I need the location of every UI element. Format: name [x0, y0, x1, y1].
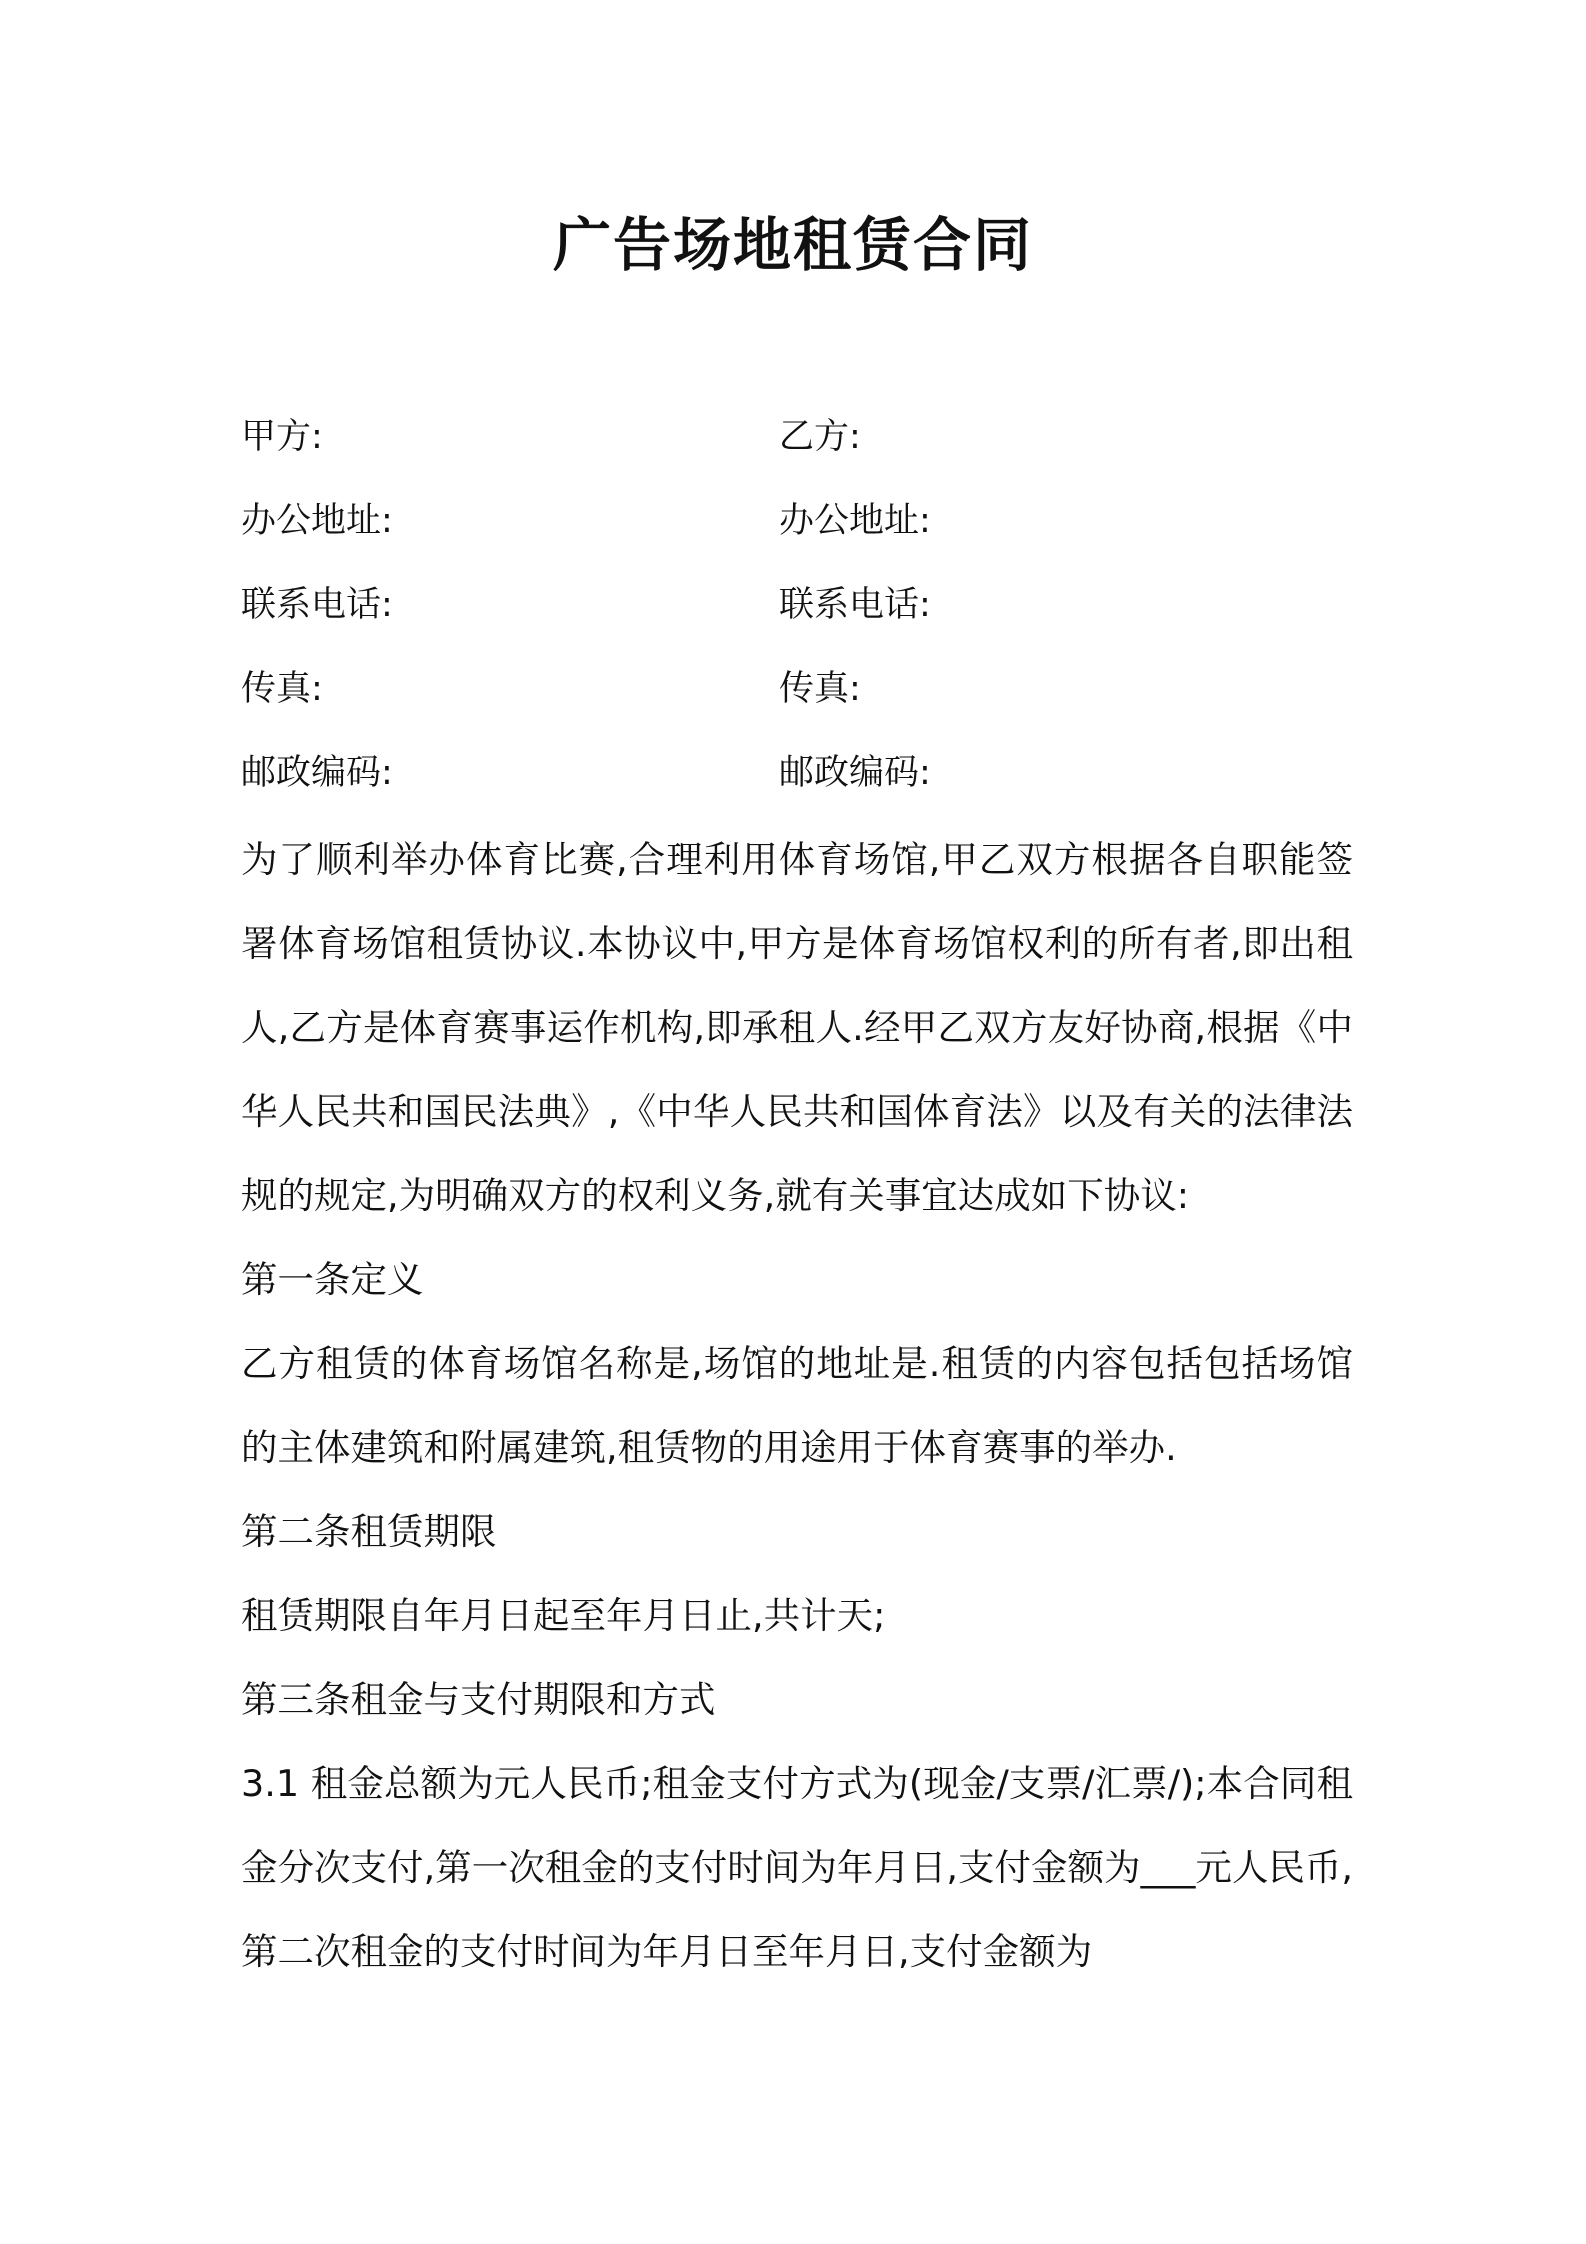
contract-body — [241, 818, 1353, 1994]
party-a-address-label: 办公地址: — [241, 501, 393, 541]
party-b-address-label: 办公地址: — [779, 501, 931, 541]
party-info-grid — [241, 400, 1351, 820]
party-b-phone-label: 联系电话: — [779, 585, 931, 625]
article-3-heading: 第三条租金与支付期限和方式 — [241, 1678, 716, 1721]
party-row-phone — [241, 568, 1351, 652]
document-title: 广告场地租赁合同 — [552, 211, 1033, 279]
party-row-postcode — [241, 736, 1351, 820]
party-row-name — [241, 400, 1351, 484]
article-1-heading: 第一条定义 — [241, 1258, 424, 1301]
article-2-paragraph: 租赁期限自年月日起至年月日止,共计天; — [241, 1594, 886, 1637]
party-a-name-label: 甲方: — [241, 417, 323, 457]
party-b-postcode-label: 邮政编码: — [779, 753, 931, 793]
party-row-fax — [241, 652, 1351, 736]
party-a-phone-label: 联系电话: — [241, 585, 393, 625]
article-2-heading: 第二条租赁期限 — [241, 1510, 497, 1553]
article-3-paragraph: 3.1 租金总额为元人民币;租金支付方式为(现金/支票/汇票/);本合同租金分次支付,第一次租金的支付时间为年月日,支付金额为___元人民币,第二次租金的支付时间为年月日至年月日,支付金额为 — [241, 1762, 1353, 1973]
article-1-paragraph: 乙方租赁的体育场馆名称是,场馆的地址是.租赁的内容包括包括场馆的主体建筑和附属建筑,租赁物的用途用于体育赛事的举办. — [241, 1342, 1353, 1469]
party-b-name-label: 乙方: — [779, 417, 861, 457]
party-a-postcode-label: 邮政编码: — [241, 753, 393, 793]
party-a-fax-label: 传真: — [241, 669, 323, 709]
party-b-fax-label: 传真: — [779, 669, 861, 709]
party-row-address — [241, 484, 1351, 568]
preamble-paragraph: 为了顺利举办体育比赛,合理利用体育场馆,甲乙双方根据各自职能签署体育场馆租赁协议.本协议中,甲方是体育场馆权利的所有者,即出租人,乙方是体育赛事运作机构,即承租人.经甲乙双方友好协商,根据《中华人民共和国民法典》,《中华人民共和国体育法》以及有关的法律法规的规定,为明确双方的权利义务,就有关事宜达成如下协议: — [241, 838, 1353, 1217]
